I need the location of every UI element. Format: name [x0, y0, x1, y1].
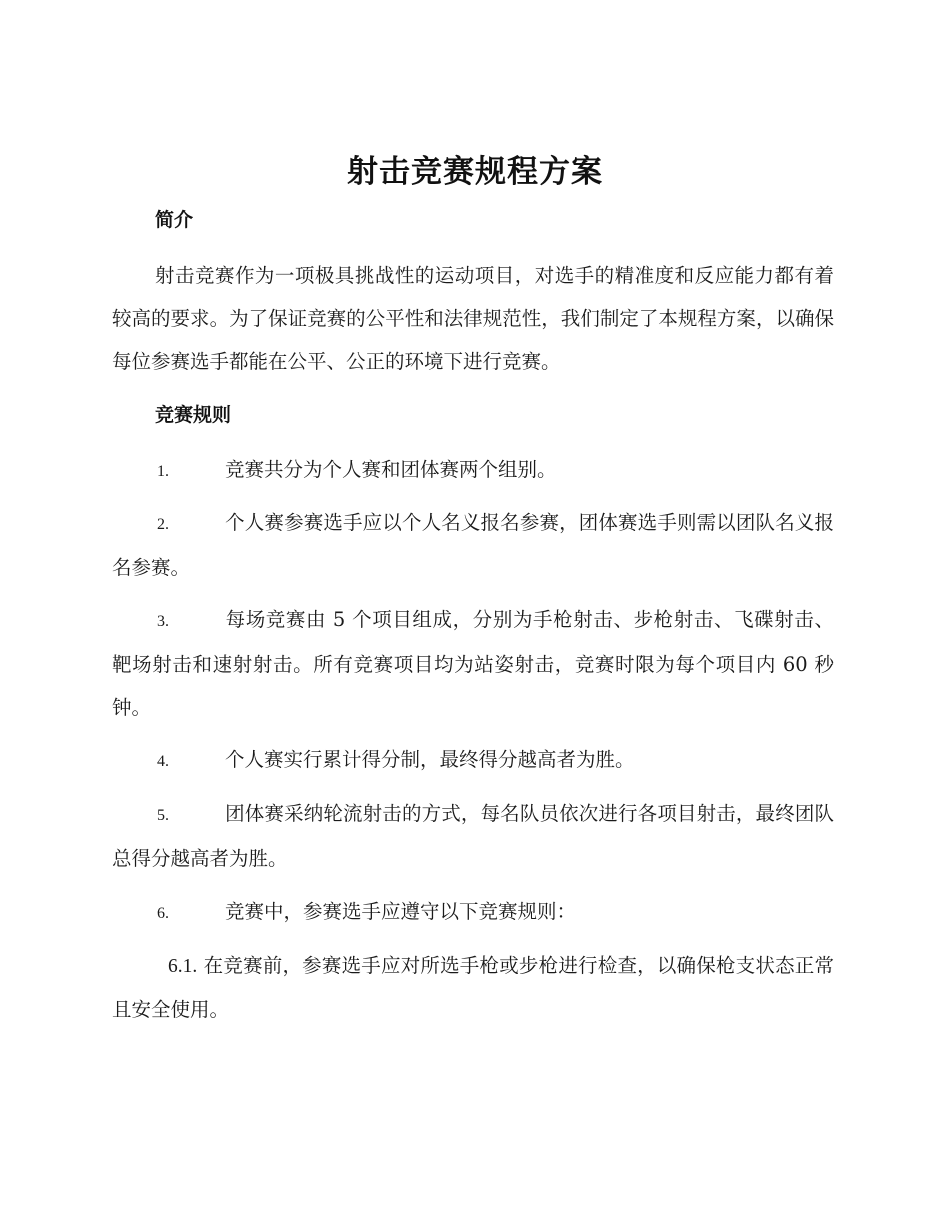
- rule-number: 2.: [157, 516, 169, 533]
- rule-number: 3.: [157, 613, 169, 630]
- rule-text: 个人赛参赛选手应以个人名义报名参赛，团体赛选手则需以团队名义报名参赛。: [112, 511, 834, 579]
- rule-number: 1.: [157, 463, 169, 480]
- rule-text: 竞赛共分为个人赛和团体赛两个组别。: [225, 458, 557, 481]
- rule-number: 4.: [157, 753, 169, 770]
- sub-rule-number: 6.1.: [168, 956, 198, 977]
- rule-item-4: [112, 738, 834, 783]
- rule-item-6: [112, 890, 834, 935]
- intro-paragraph: 射击竞赛作为一项极具挑战性的运动项目，对选手的精准度和反应能力都有着较高的要求。为了保证竞赛的公平性和法律规范性，我们制定了本规程方案，以确保每位参赛选手都能在公平、公正的环境下进行竞赛。: [112, 264, 834, 373]
- rule-item-1: [112, 448, 834, 493]
- section-heading-rules: 竞赛规则: [155, 404, 232, 426]
- document-title: 射击竞赛规程方案: [347, 154, 603, 190]
- rule-text: 团体赛采纳轮流射击的方式，每名队员依次进行各项目射击，最终团队总得分越高者为胜。: [112, 802, 834, 870]
- rule-text: 竞赛中，参赛选手应遵守以下竞赛规则：: [225, 900, 577, 923]
- rule-number: 5.: [157, 807, 169, 824]
- rule-sub-item-6-1: [112, 944, 834, 1031]
- rule-item-5: [112, 792, 834, 880]
- rule-text: 个人赛实行累计得分制，最终得分越高者为胜。: [225, 748, 635, 771]
- sub-rule-text: 在竞赛前，参赛选手应对所选手枪或步枪进行检查，以确保枪支状态正常且安全使用。: [112, 954, 834, 1021]
- rule-item-2: [112, 501, 834, 589]
- section-heading-intro: 简介: [155, 209, 194, 231]
- rule-text: 每场竞赛由 5 个项目组成，分别为手枪射击、步枪射击、飞碟射击、靶场射击和速射射击。所有竞赛项目均为站姿射击，竞赛时限为每个项目内 60 秒钟。: [112, 608, 834, 719]
- rule-item-3: [112, 598, 834, 729]
- rule-number: 6.: [157, 905, 169, 922]
